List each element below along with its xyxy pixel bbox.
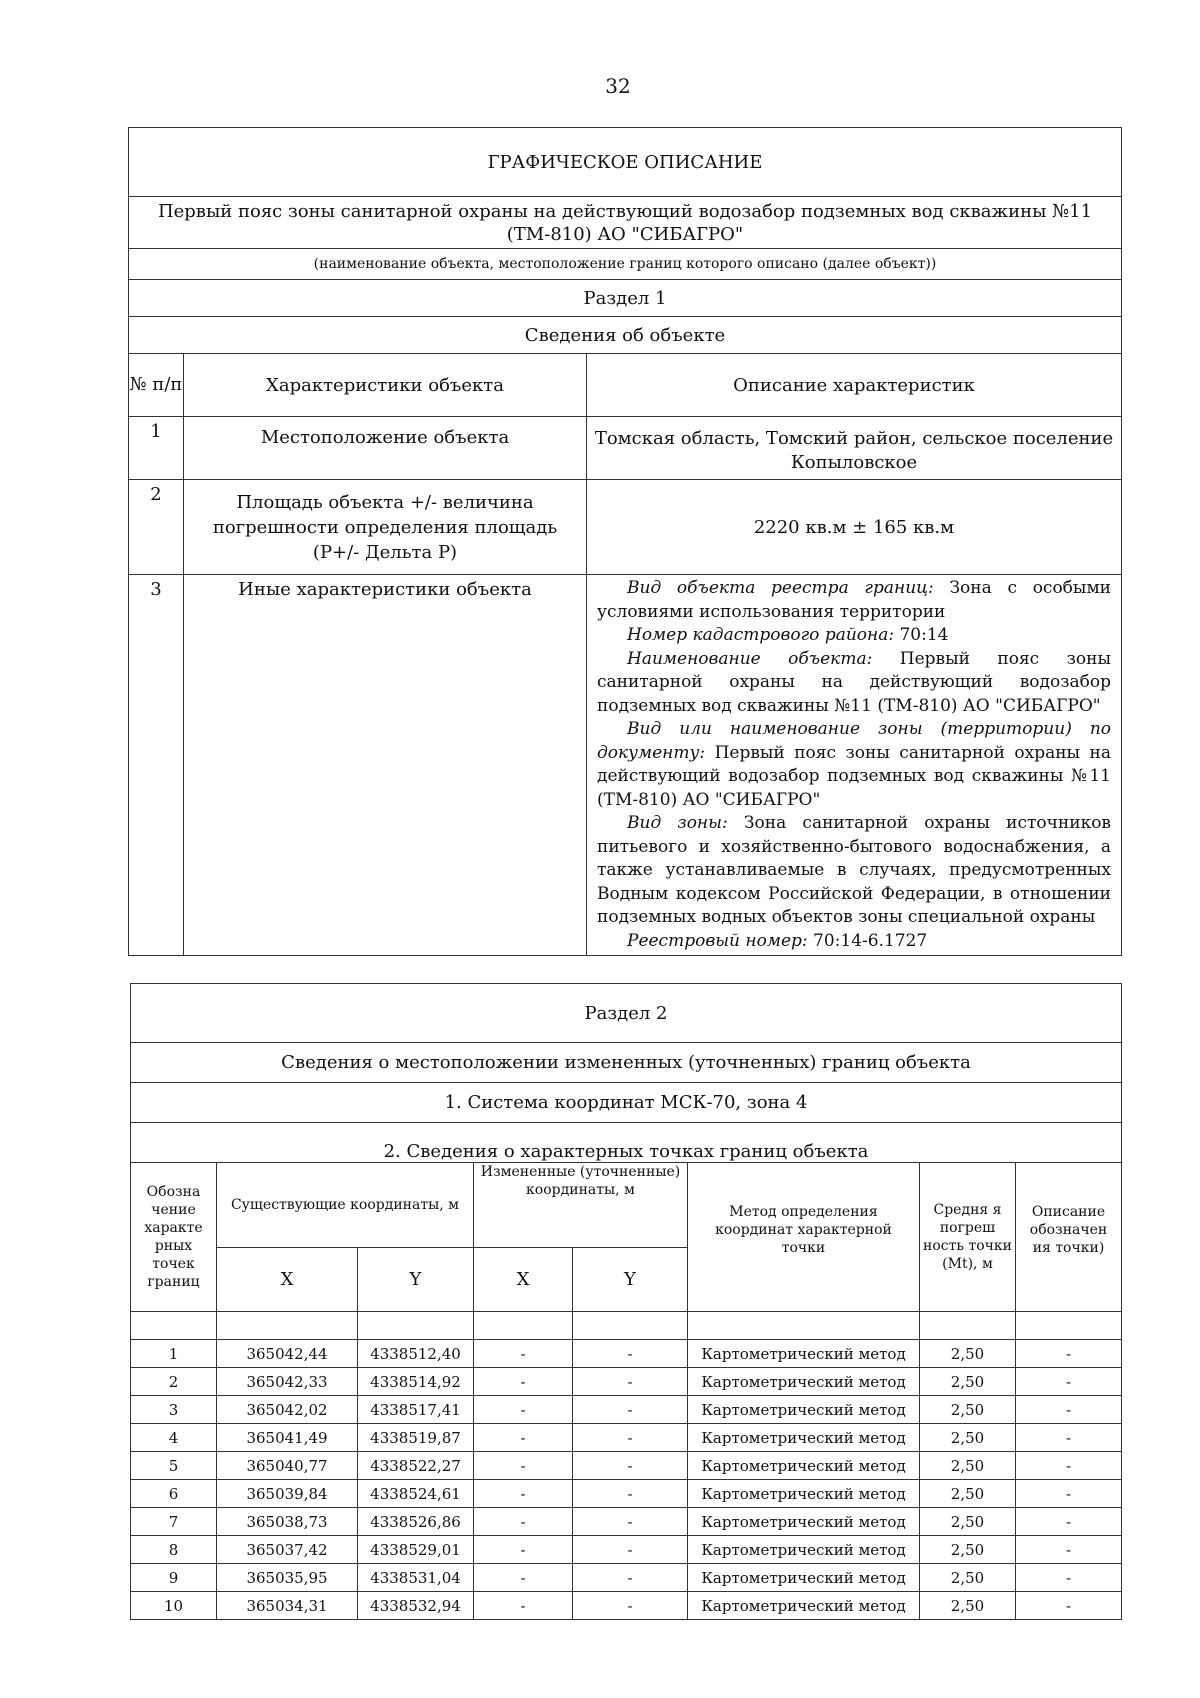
cadastral-paragraph: Номер кадастрового района: 70:14 <box>627 625 949 645</box>
section-2-title: Сведения о местоположении измененных (уточненных) границ объекта <box>131 1043 1122 1083</box>
point-x: 365042,44 <box>217 1340 358 1368</box>
table-row <box>131 1368 1122 1396</box>
point-description: - <box>1016 1368 1122 1396</box>
point-number: 1 <box>131 1340 217 1368</box>
point-changed-x: - <box>474 1396 573 1424</box>
point-method: Картометрический метод <box>688 1340 920 1368</box>
table-row <box>131 1592 1122 1620</box>
point-y: 4338512,40 <box>358 1340 474 1368</box>
header-changed-y: Y <box>573 1248 688 1312</box>
points-body <box>131 1340 1122 1620</box>
point-number: 2 <box>131 1368 217 1396</box>
point-method: Картометрический метод <box>688 1480 920 1508</box>
table-row <box>131 1564 1122 1592</box>
point-y: 4338522,27 <box>358 1452 474 1480</box>
point-error: 2,50 <box>920 1396 1016 1424</box>
point-x: 365037,42 <box>217 1536 358 1564</box>
point-changed-y: - <box>573 1592 688 1620</box>
point-changed-x: - <box>474 1368 573 1396</box>
header-existing-coords: Существующие координаты, м <box>217 1163 474 1248</box>
row-characteristic: Иные характеристики объекта <box>184 575 587 956</box>
point-error: 2,50 <box>920 1368 1016 1396</box>
point-number: 7 <box>131 1508 217 1536</box>
point-description: - <box>1016 1508 1122 1536</box>
point-y: 4338514,92 <box>358 1368 474 1396</box>
header-description: Описание характеристик <box>587 354 1122 417</box>
object-name-paragraph: Наименование объекта: Первый пояс зоны санитарной охраны на действующий водозабор подземных вод скважины №11 (ТМ-810) АО "СИБАГРО" <box>597 648 1111 716</box>
row-description: 2220 кв.м ± 165 кв.м <box>587 480 1122 575</box>
table-row <box>131 1508 1122 1536</box>
point-method: Картометрический метод <box>688 1592 920 1620</box>
point-y: 4338529,01 <box>358 1536 474 1564</box>
document-title: ГРАФИЧЕСКОЕ ОПИСАНИЕ <box>129 128 1122 197</box>
table-row <box>131 1396 1122 1424</box>
table-row <box>131 1480 1122 1508</box>
point-error: 2,50 <box>920 1564 1016 1592</box>
section-1-label: Раздел 1 <box>129 280 1122 317</box>
table-row <box>131 1424 1122 1452</box>
row-num: 2 <box>129 480 184 575</box>
point-number: 8 <box>131 1536 217 1564</box>
point-changed-x: - <box>474 1480 573 1508</box>
point-changed-x: - <box>474 1536 573 1564</box>
table-row <box>131 1340 1122 1368</box>
header-point-description: Описание обозначен ия точки) <box>1016 1163 1122 1312</box>
point-x: 365039,84 <box>217 1480 358 1508</box>
point-description: - <box>1016 1340 1122 1368</box>
header-num: № п/п <box>129 354 184 417</box>
registry-paragraph: Реестровый номер: 70:14-6.1727 <box>627 930 928 951</box>
point-changed-y: - <box>573 1564 688 1592</box>
point-changed-y: - <box>573 1340 688 1368</box>
point-error: 2,50 <box>920 1340 1016 1368</box>
point-changed-x: - <box>474 1452 573 1480</box>
point-changed-y: - <box>573 1424 688 1452</box>
object-name: Первый пояс зоны санитарной охраны на действующий водозабор подземных вод скважины №11 (ТМ-810) АО "СИБАГРО" <box>129 197 1122 249</box>
point-x: 365038,73 <box>217 1508 358 1536</box>
point-changed-x: - <box>474 1424 573 1452</box>
point-error: 2,50 <box>920 1592 1016 1620</box>
table-row <box>131 1536 1122 1564</box>
header-changed-x: X <box>474 1248 573 1312</box>
point-number: 3 <box>131 1396 217 1424</box>
point-method: Картометрический метод <box>688 1564 920 1592</box>
object-info-table <box>128 127 1122 956</box>
page-number: 32 <box>605 74 631 98</box>
point-y: 4338524,61 <box>358 1480 474 1508</box>
header-existing-y: Y <box>358 1248 474 1312</box>
point-y: 4338517,41 <box>358 1396 474 1424</box>
section-2-label: Раздел 2 <box>131 984 1122 1043</box>
table-row <box>131 1452 1122 1480</box>
point-changed-x: - <box>474 1508 573 1536</box>
zone-kind-paragraph: Вид зоны: Зона санитарной охраны источников питьевого и хозяйственно-бытового водоснабжения, а также устанавливаемые в случаях, предусмотренных Водным кодексом Российской Федерации, в отношении подземных водных объектов зоны специальной охраны <box>597 813 1111 927</box>
point-description: - <box>1016 1592 1122 1620</box>
row-characteristic: Местоположение объекта <box>184 417 587 480</box>
point-y: 4338531,04 <box>358 1564 474 1592</box>
point-x: 365035,95 <box>217 1564 358 1592</box>
point-changed-x: - <box>474 1340 573 1368</box>
header-mean-error: Средня я погреш ность точки (Mt), м <box>920 1163 1016 1312</box>
row-description: Томская область, Томский район, сельское поселение Копыловское <box>587 417 1122 480</box>
header-changed-coords: Измененные (уточненные) координаты, м <box>474 1163 688 1248</box>
point-method: Картометрический метод <box>688 1368 920 1396</box>
point-description: - <box>1016 1564 1122 1592</box>
point-x: 365041,49 <box>217 1424 358 1452</box>
points-title: 2. Сведения о характерных точках границ объекта <box>131 1123 1122 1163</box>
point-x: 365034,31 <box>217 1592 358 1620</box>
header-designation: Обозна чение характе рных точек границ <box>131 1163 217 1312</box>
point-number: 10 <box>131 1592 217 1620</box>
coordinate-system: 1. Система координат МСК-70, зона 4 <box>131 1083 1122 1123</box>
point-error: 2,50 <box>920 1424 1016 1452</box>
section-1-title: Сведения об объекте <box>129 317 1122 354</box>
point-changed-y: - <box>573 1480 688 1508</box>
row-num: 1 <box>129 417 184 480</box>
point-description: - <box>1016 1424 1122 1452</box>
point-method: Картометрический метод <box>688 1452 920 1480</box>
point-changed-y: - <box>573 1536 688 1564</box>
point-changed-x: - <box>474 1564 573 1592</box>
point-error: 2,50 <box>920 1452 1016 1480</box>
point-number: 6 <box>131 1480 217 1508</box>
point-description: - <box>1016 1480 1122 1508</box>
other-characteristics <box>587 575 1122 956</box>
point-error: 2,50 <box>920 1480 1016 1508</box>
point-number: 5 <box>131 1452 217 1480</box>
point-number: 4 <box>131 1424 217 1452</box>
point-method: Картометрический метод <box>688 1508 920 1536</box>
point-x: 365040,77 <box>217 1452 358 1480</box>
header-method: Метод определения координат характерной точки <box>688 1163 920 1312</box>
point-changed-y: - <box>573 1508 688 1536</box>
point-changed-y: - <box>573 1368 688 1396</box>
point-description: - <box>1016 1536 1122 1564</box>
point-description: - <box>1016 1452 1122 1480</box>
header-characteristic: Характеристики объекта <box>184 354 587 417</box>
row-characteristic: Площадь объекта +/- величина погрешности определения площадь (Р+/- Дельта Р) <box>184 480 587 575</box>
header-existing-x: X <box>217 1248 358 1312</box>
point-changed-y: - <box>573 1452 688 1480</box>
object-name-caption: (наименование объекта, местоположение границ которого описано (далее объект)) <box>129 249 1122 280</box>
point-number: 9 <box>131 1564 217 1592</box>
point-changed-x: - <box>474 1592 573 1620</box>
point-changed-y: - <box>573 1396 688 1424</box>
point-x: 365042,02 <box>217 1396 358 1424</box>
row-num: 3 <box>129 575 184 956</box>
point-y: 4338526,86 <box>358 1508 474 1536</box>
kind-paragraph: Вид объекта реестра границ: Зона с особыми условиями использования территории <box>597 578 1112 622</box>
boundary-points-table <box>130 983 1122 1620</box>
point-method: Картометрический метод <box>688 1424 920 1452</box>
point-description: - <box>1016 1396 1122 1424</box>
point-x: 365042,33 <box>217 1368 358 1396</box>
zone-document-paragraph: Вид или наименование зоны (территории) по документу: Первый пояс зоны санитарной охраны на действующий водозабор подземных вод скважины №11 (ТМ-810) АО "СИБАГРО" <box>597 719 1112 810</box>
point-method: Картометрический метод <box>688 1536 920 1564</box>
point-y: 4338519,87 <box>358 1424 474 1452</box>
point-y: 4338532,94 <box>358 1592 474 1620</box>
point-method: Картометрический метод <box>688 1396 920 1424</box>
point-error: 2,50 <box>920 1536 1016 1564</box>
point-error: 2,50 <box>920 1508 1016 1536</box>
